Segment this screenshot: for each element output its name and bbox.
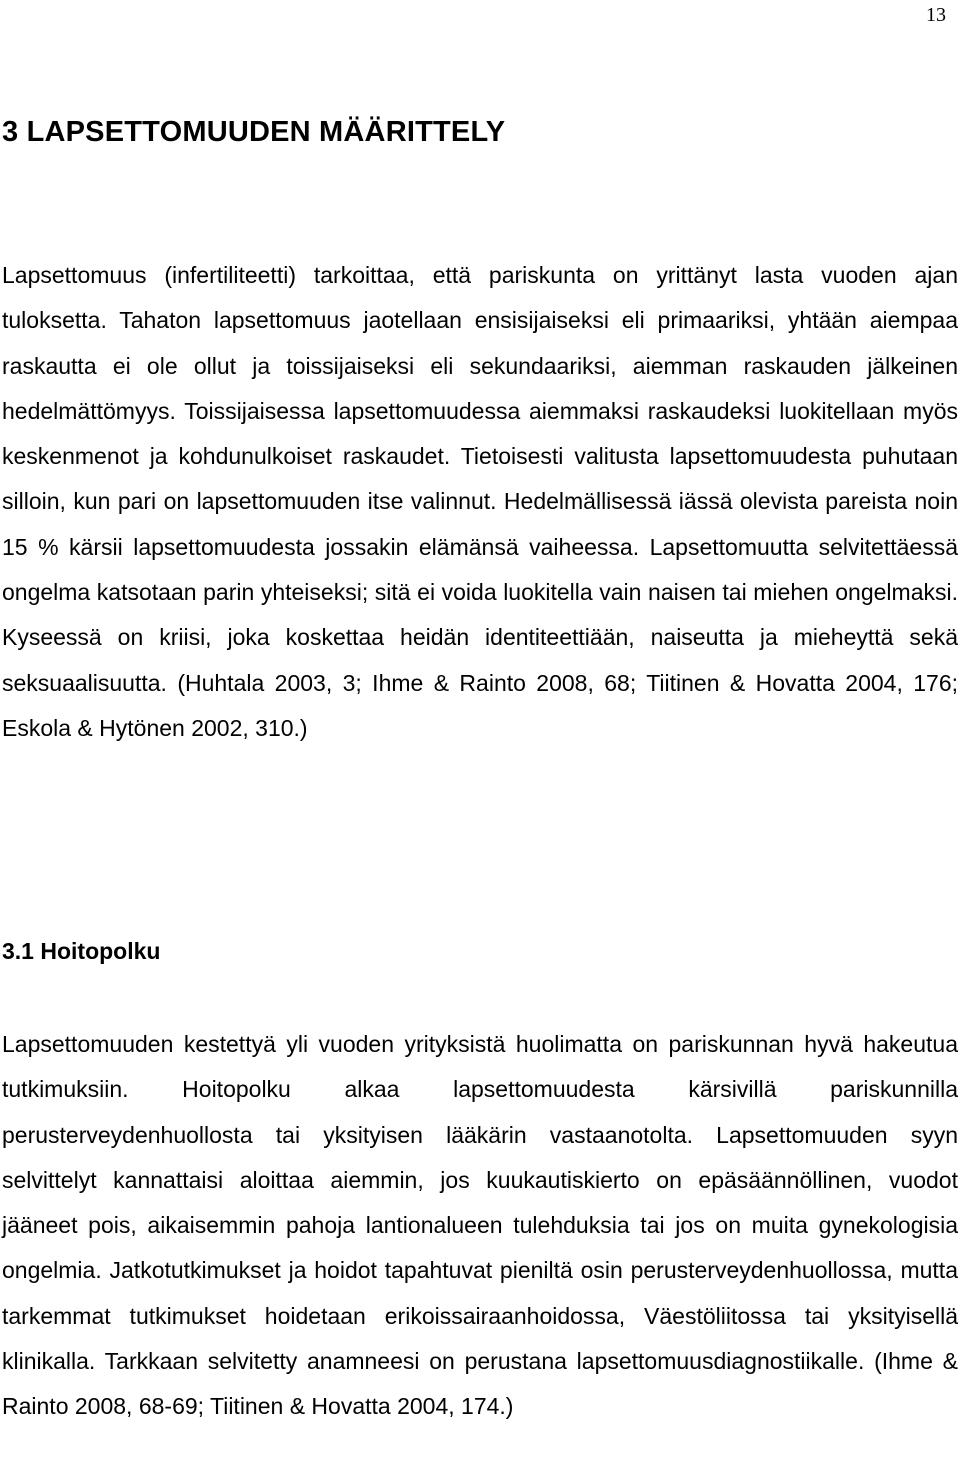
section-paragraph: Lapsettomuus (infertiliteetti) tarkoittaa, että pariskunta on yrittänyt lasta vuoden ajan tuloksetta. Tahaton lapsettomuus jaotellaan ensisijaiseksi eli primaariksi, yhtään aiempaa raskautta ei ole ollut ja toissijaiseksi eli sekundaariksi, aiemman raskauden jälkeinen hedelmättömyys. Toissijaisessa lapsettomuudessa aiemmaksi raskaudeksi luokitellaan myös keskenmenot ja kohdunulkoiset raskaudet. Tietoisesti valitusta lapsettomuudesta puhutaan silloin, kun pari on lapsettomuuden itse valinnut. Hedelmällisessä iässä olevista pareista noin 15 % kärsii lapsettomuudesta jossakin elämänsä vaiheessa. Lapsettomuutta selvitettäessä ongelma katsotaan parin yhteiseksi; sitä ei voida luokitella vain naisen tai miehen ongelmaksi. Kyseessä on kriisi, joka koskettaa heidän identiteettiään, naiseutta ja mieheyttä sekä seksuaalisuutta. (Huhtala 2003, 3; Ihme & Rainto 2008, 68; Tiitinen & Hovatta 2004, 176; Eskola & Hytönen 2002, 310.) [2,262,958,741]
subsection-paragraph: Lapsettomuuden kestettyä yli vuoden yrityksistä huolimatta on pariskunnan hyvä hakeutua tutkimuksiin. Hoitopolku alkaa lapsettomuudesta kärsivillä pariskunnilla perusterveydenhuollosta tai yksityisen lääkärin vastaanotolta. Lapsettomuuden syyn selvittelyt kannattaisi aloittaa aiemmin, jos kuukautiskierto on epäsäännöllinen, vuodot jääneet pois, aikaisemmin pahoja lantionalueen tulehduksia tai jos on muita gynekologisia ongelmia. Jatkotutkimukset ja hoidot tapahtuvat pieniltä osin perusterveydenhuollossa, mutta tarkemmat tutkimukset hoidetaan erikoissairaanhoidossa, Väestöliitossa tai yksityisellä klinikalla. Tarkkaan selvitetty anamneesi on perustana lapsettomuusdiagnostiikalle. (Ihme & Rainto 2008, 68-69; Tiitinen & Hovatta 2004, 174.) [2,1031,958,1420]
section-heading: 3 LAPSETTOMUUDEN MÄÄRITTELY [2,116,506,148]
subsection-heading: 3.1 Hoitopolku [2,938,161,964]
page-number: 13 [926,4,946,26]
